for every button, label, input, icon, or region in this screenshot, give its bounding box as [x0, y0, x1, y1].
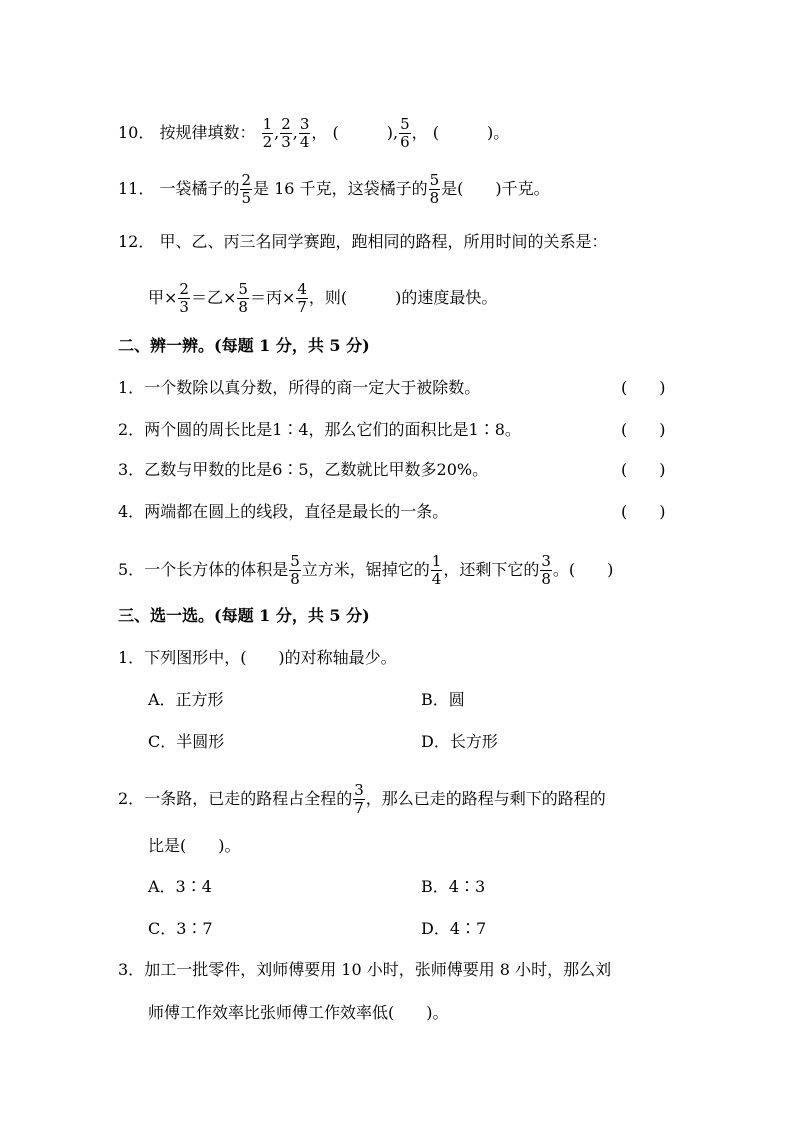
question-11: 11． 一袋橘子的 $\frac{2}{5}$ 是 16 千克，这袋橘子的 $\frac{5}{8}$ 是( )千克。	[118, 171, 550, 207]
fraction: $\frac{3}{7}$	[354, 781, 364, 817]
answer-blank[interactable]: ( )	[332, 123, 394, 142]
fraction: $\frac{2}{5}$	[241, 171, 252, 207]
answer-paren[interactable]: ( )	[621, 502, 666, 521]
answer-paren[interactable]: ( )	[621, 460, 666, 479]
judge-item-2: 2．两个圆的周长比是1∶4，那么它们的面积比是1∶8。	[118, 420, 521, 439]
answer-blank[interactable]: 是( )千克。	[441, 179, 550, 198]
question-number: 11．	[118, 179, 155, 198]
section-heading-choice: 三、选一选。(每题 1 分，共 5 分)	[118, 606, 370, 625]
fraction: $\frac{1}{2}$	[262, 115, 273, 151]
answer-paren[interactable]: ( )	[621, 378, 666, 397]
question-number: 12．	[118, 232, 155, 251]
answer-blank[interactable]: ，则( )的速度最快。	[308, 288, 498, 307]
fraction: $\frac{5}{8}$	[429, 171, 440, 207]
fraction: $\frac{5}{8}$	[238, 280, 248, 316]
question-number: 10．	[118, 123, 155, 142]
answer-paren[interactable]: ( )	[621, 420, 666, 439]
question-12: 12． 甲、乙、丙三名同学赛跑，跑相同的路程，所用时间的关系是：	[118, 232, 608, 251]
option-a[interactable]: A．正方形	[148, 690, 224, 709]
question-text: 按规律填数：	[159, 123, 256, 142]
judge-item-4: 4．两端都在圆上的线段，直径是最长的一条。	[118, 502, 449, 521]
option-c[interactable]: C．3∶7	[148, 919, 213, 938]
option-b[interactable]: B．4∶3	[421, 877, 486, 896]
choice-question-2: 2．一条路，已走的路程占全程的 $\frac{3}{7}$ ，那么已走的路程与剩下的路程的	[118, 781, 606, 817]
fraction: $\frac{3}{4}$	[299, 115, 310, 151]
judge-item-5: 5．一个长方体的体积是 $\frac{5}{8}$ 立方米，锯掉它的 $\frac{1}{4}$ ，还剩下它的 $\frac{3}{8}$ 。( )	[118, 552, 614, 588]
option-c[interactable]: C．半圆形	[148, 732, 225, 751]
fraction: $\frac{3}{8}$	[541, 552, 551, 588]
fraction: $\frac{4}{7}$	[297, 280, 307, 316]
fraction: $\frac{5}{8}$	[290, 552, 300, 588]
choice-question-2-line2: 比是( )。	[148, 836, 241, 855]
choice-question-3: 3．加工一批零件，刘师傅要用 10 小时，张师傅要用 8 小时，那么刘	[118, 960, 612, 979]
fraction: $\frac{2}{3}$	[281, 115, 291, 151]
answer-blank[interactable]: ( )	[432, 123, 494, 142]
fraction: $\frac{5}{6}$	[400, 115, 410, 151]
judge-item-3: 3．乙数与甲数的比是6∶5，乙数就比甲数多20%。	[118, 460, 489, 479]
judge-item-1: 1．一个数除以真分数，所得的商一定大于被除数。	[118, 378, 481, 397]
option-b[interactable]: B．圆	[421, 690, 465, 709]
choice-question-3-line2: 师傅工作效率比张师傅工作效率低( )。	[148, 1003, 449, 1022]
fraction: $\frac{2}{3}$	[179, 280, 189, 316]
question-10: 10． 按规律填数： $\frac{1}{2}$ , $\frac{2}{3}$ , $\frac{3}{4}$ ， ( ), $\frac{5}{6}$ ， ( )。	[118, 115, 510, 151]
question-12-line2: 甲× $\frac{2}{3}$ ＝乙× $\frac{5}{8}$ ＝丙× $\frac{4}{7}$ ，则( )的速度最快。	[148, 280, 498, 316]
option-a[interactable]: A．3∶4	[148, 877, 212, 896]
choice-question-1: 1．下列图形中，( )的对称轴最少。	[118, 648, 397, 667]
answer-paren[interactable]: 。( )	[552, 560, 614, 579]
option-d[interactable]: D．4∶7	[421, 919, 487, 938]
section-heading-judge: 二、辨一辨。(每题 1 分，共 5 分)	[118, 336, 370, 355]
option-d[interactable]: D．长方形	[421, 732, 498, 751]
fraction: $\frac{1}{4}$	[431, 552, 442, 588]
